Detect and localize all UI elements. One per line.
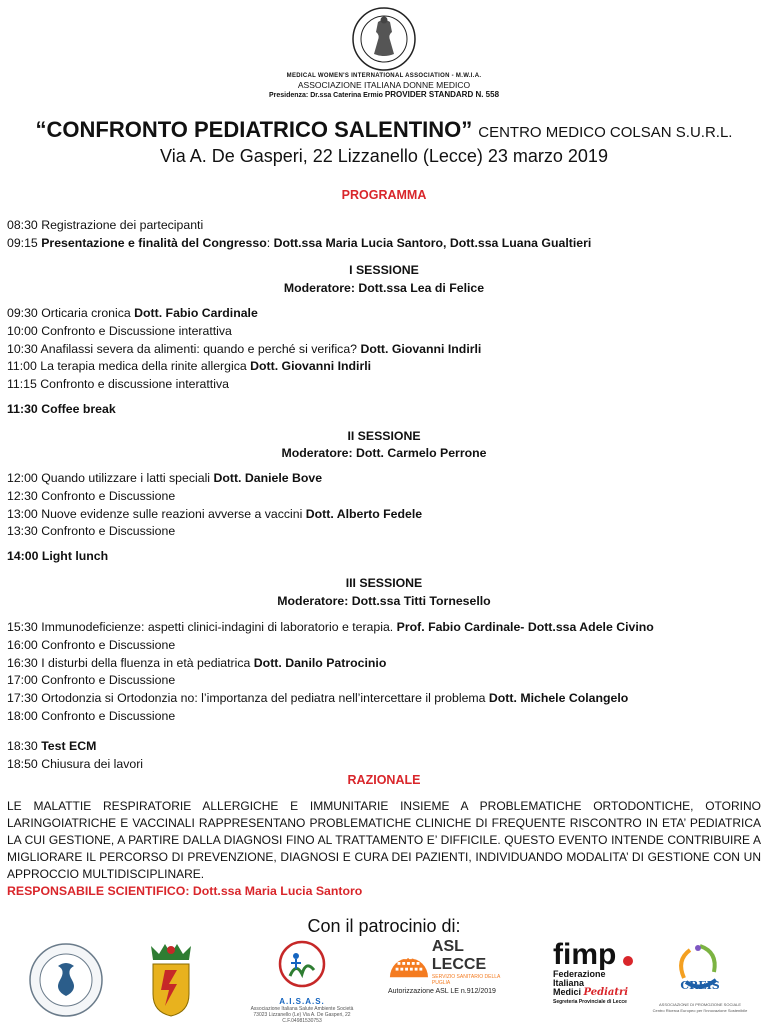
patronage-label: Con il patrocinio di: (307, 916, 461, 936)
program-item (7, 489, 175, 503)
program-time: 13:00 (7, 506, 38, 521)
creis-caption: ASSOCIAZIONE DI PROMOZIONE SOCIALE (658, 1002, 741, 1007)
program-speaker: Dott. Giovanni Indirli (250, 359, 372, 374)
program-time: 09:30 (7, 306, 38, 320)
program-time: 16:30 (7, 655, 38, 670)
rationale-heading: RAZIONALE (347, 773, 421, 787)
asl-sub: SERVIZIO SANITARIO DELLA PUGLIA (431, 974, 501, 986)
fimp-script: Pediatri (583, 987, 629, 998)
program-topic: Confronto e Discussione (41, 524, 176, 539)
program-time: 16:00 (7, 637, 38, 652)
program-time: 13:30 (7, 524, 38, 539)
program-item (7, 342, 481, 356)
program-item (7, 739, 96, 753)
sponsor-seal (26, 940, 106, 1020)
event-organizer: CENTRO MEDICO COLSAN S.U.R.L. (478, 124, 733, 141)
program-speaker: Dott. Giovanni Indirli (360, 341, 482, 356)
fimp-line3: Medici (553, 987, 582, 997)
program-time: 12:00 (7, 471, 38, 485)
program-speaker: Presentazione e finalità del Congresso (41, 236, 267, 250)
session-title: II SESSIONE (347, 429, 421, 443)
program-time: 18:00 (7, 709, 38, 723)
round-seal-icon (26, 940, 106, 1020)
program-speaker: Dott. Danilo Patrocinio (253, 655, 387, 670)
program-time: 17:00 (7, 673, 38, 688)
program-time: 12:30 (7, 488, 38, 503)
aisas-address: 73023 Lizzanello (Le) Via A. De Gasperi, 22 (253, 1012, 351, 1018)
program-item (7, 673, 175, 687)
program-item (7, 507, 422, 521)
aisas-cf: C.F.04981530753 (282, 1018, 322, 1024)
asl-authorization: Autorizzazione ASL LE n.912/2019 (388, 988, 496, 995)
program-item (7, 324, 232, 338)
sponsor-crest (143, 940, 199, 1020)
rationale-text: LE MALATTIE RESPIRATORIE ALLERGICHE E IMMUNITARIE INSIEME A PROBLEMATICHE ORTODONTICHE, OTORINO LARINGOIATRICHE E VACCINALI RAPPRESENTANO PROBLEMATICHE CLINICHE DI FREQUENTE RISCONTRO IN ETA’ PEDIATRICA LA CUI GESTIONE, A PARTIRE DALLA DIAGNOSI FINO AL TRATTAMENTO E’ DIFFICILE. QUESTO EVENTO INTENDE CONTRIBUIRE A MIGLIORARE IL PERCORSO DI PREVENZIONE, DIAGNOSI E CURA DEI PAZIENTI, INDIVIDUANDO MODALITA’ DI GESTIONE CON UN APPROCCIO MULTIDISCIPLINARE. (7, 799, 761, 881)
coffee-break: 11:30 Coffee break (7, 402, 116, 416)
session-title: I SESSIONE (349, 263, 419, 277)
program-topic: Registrazione dei partecipanti (41, 218, 204, 232)
aisas-logo-icon (246, 940, 358, 992)
presidency-label: Presidenza: Dr.ssa Caterina Ermio (268, 92, 383, 99)
program-item (7, 306, 258, 320)
aisas-caption: Associazione Italiana Salute Ambiente Società (250, 1006, 354, 1012)
program-item (7, 620, 654, 634)
fimp-name: fimp (553, 938, 617, 971)
program-item (7, 638, 175, 652)
program-item (7, 757, 143, 771)
program-topic: Chiusura dei lavori (41, 757, 144, 771)
program-time: 11:15 (7, 377, 37, 392)
program-topic: Confronto e Discussione interattiva (41, 323, 232, 338)
event-title-line (0, 117, 768, 143)
program-topic: Quando utilizzare i latti speciali (41, 471, 214, 485)
org-italian-line: ASSOCIAZIONE ITALIANA DONNE MEDICO (297, 80, 471, 90)
fimp-logo-icon (553, 940, 637, 970)
program-topic: Confronto e Discussione (41, 709, 176, 723)
sponsor-fimp (553, 940, 637, 1020)
program-item (7, 656, 386, 670)
session-moderator: Moderatore: Dott.ssa Titti Tornesello (277, 594, 491, 608)
creis-name: CREIS (680, 979, 720, 992)
program-topic: Nuove evidenze sulle reazioni avverse a vaccini (41, 506, 306, 521)
program-topic: : (266, 236, 274, 250)
program-topic: Confronto e discussione interattiva (40, 377, 229, 392)
program-topic: Immunodeficienze: aspetti clinici-indagini di laboratorio e terapia. (41, 620, 397, 634)
program-topic: Ortodonzia si Ortodonzia no: l’importanza del pediatra nell’intercettare il problema (41, 691, 489, 706)
aisas-name: A.I.S.A.S. (279, 997, 325, 1006)
program-speaker: Dott.ssa Maria Lucia Santoro, Dott.ssa Luana Gualtieri (273, 236, 592, 250)
sponsor-aisas (246, 940, 358, 1024)
session-moderator: Moderatore: Dott. Carmelo Perrone (281, 446, 487, 460)
program-time: 10:30 (7, 341, 38, 356)
program-time: 08:30 (7, 218, 38, 232)
program-topic: La terapia medica della rinite allergica (40, 359, 251, 374)
program-time: 18:50 (7, 757, 38, 771)
program-topic: Confronto e Discussione (41, 673, 176, 688)
asl-name: ASL LECCE (431, 938, 487, 973)
program-topic: I disturbi della fluenza in età pediatrica (41, 655, 254, 670)
program-item (7, 471, 322, 485)
program-item (7, 359, 371, 373)
scientific-responsible: RESPONSABILE SCIENTIFICO: Dott.ssa Maria Lucia Santoro (7, 884, 363, 898)
org-international-line: MEDICAL WOMEN'S INTERNATIONAL ASSOCIATION - M.W.I.A. (286, 73, 482, 79)
program-topic: Orticaria cronica (41, 306, 135, 320)
program-topic: Anafilassi severa da alimenti: quando e perché si verifica? (40, 341, 361, 356)
association-seal-logo (348, 6, 420, 77)
provider-number: PROVIDER STANDARD N. 558 (384, 90, 500, 99)
fimp-line1: Federazione (553, 969, 606, 979)
program-time: 10:00 (7, 323, 38, 338)
session-moderator: Moderatore: Dott.ssa Lea di Felice (283, 281, 485, 295)
program-item (7, 691, 628, 705)
program-heading: PROGRAMMA (341, 188, 427, 202)
program-time: 11:00 (7, 359, 37, 374)
crest-icon (143, 940, 199, 1020)
program-topic: Confronto e Discussione (41, 637, 176, 652)
program-speaker: Test ECM (41, 739, 97, 753)
program-item (7, 709, 175, 723)
event-venue-date: Via A. De Gasperi, 22 Lizzanello (Lecce) 23 marzo 2019 (160, 146, 608, 166)
fimp-secretariat: Segreteria Provinciale di Lecce (553, 999, 627, 1005)
lunch-break: 14:00 Light lunch (7, 549, 109, 563)
program-speaker: Dott. Alberto Fedele (305, 506, 423, 521)
event-title: “CONFRONTO PEDIATRICO SALENTINO” (35, 117, 473, 142)
program-item (7, 524, 175, 538)
program-topic: Confronto e Discussione (41, 488, 176, 503)
asl-logo-icon (388, 938, 518, 986)
program-time: 15:30 (7, 620, 38, 634)
program-time: 18:30 (7, 739, 38, 753)
program-time: 17:30 (7, 691, 38, 706)
program-speaker: Dott. Daniele Bove (213, 471, 323, 485)
presidency-line (0, 90, 768, 99)
program-speaker: Dott. Fabio Cardinale (134, 306, 258, 320)
fimp-line2: Italiana (553, 978, 585, 988)
sponsor-asl (388, 940, 518, 1020)
creis-caption2: Centro Ricerca Europeo per l'Innovazione Sostenibile (652, 1008, 748, 1013)
program-speaker: Dott. Michele Colangelo (488, 691, 629, 706)
program-item (7, 218, 203, 232)
session-title: III SESSIONE (345, 576, 423, 590)
program-speaker: Prof. Fabio Cardinale- Dott.ssa Adele Civino (396, 620, 654, 634)
sponsor-creis (652, 940, 748, 1020)
program-item (7, 377, 229, 391)
program-time: 09:15 (7, 236, 38, 250)
program-item (7, 236, 591, 250)
